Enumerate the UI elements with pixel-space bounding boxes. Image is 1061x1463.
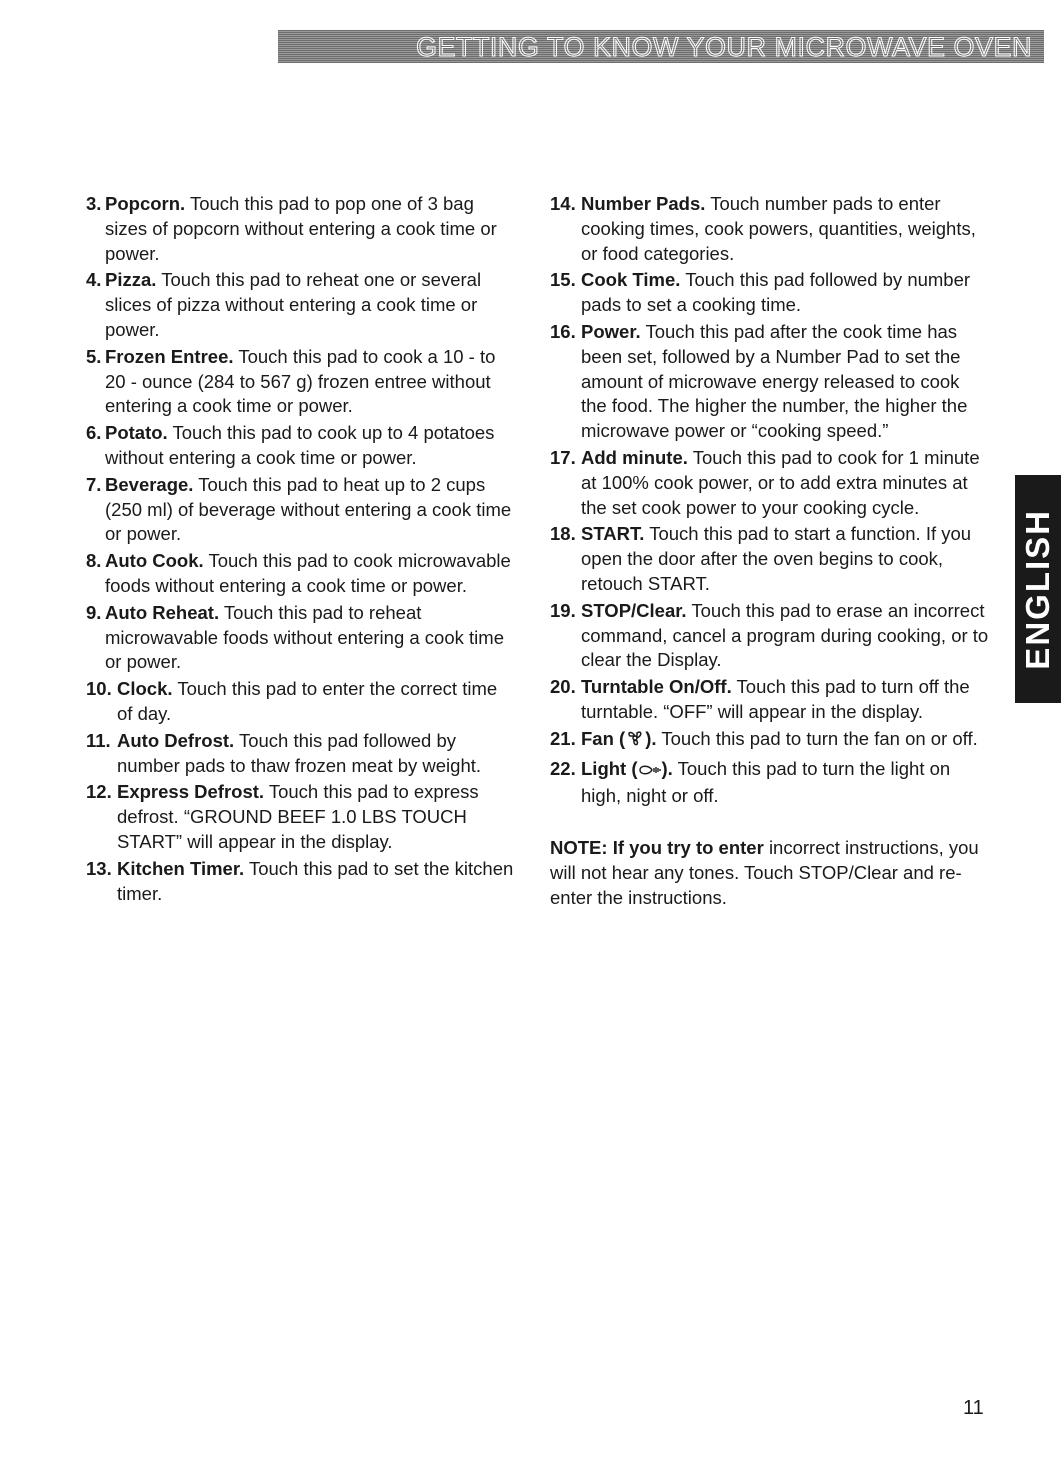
list-item [86, 473, 516, 547]
item-number: 6. [86, 422, 102, 444]
item-text: Touch this pad to turn the fan on or off. [661, 727, 978, 749]
list-item [86, 677, 516, 727]
page-number: 11 [963, 1397, 984, 1419]
item-text: Touch this pad to enter the correct time of day. [117, 678, 498, 724]
note-lead: NOTE: If you try to enter [550, 837, 764, 859]
item-number: 9. [86, 601, 102, 623]
item-text: Touch this pad to express defrost. “GROUND BEEF 1.0 LBS TOUCH START” will appear in the display. [117, 781, 479, 852]
list-item [86, 780, 516, 854]
item-text: Touch this pad followed by number pads to thaw frozen meat by weight. [117, 729, 482, 776]
item-term: Auto Defrost. [117, 729, 235, 751]
item-text: Touch this pad to turn off the turntable. “OFF” will appear in the display. [581, 676, 970, 722]
item-number: 17. [550, 446, 576, 468]
item-number: 20. [550, 676, 576, 698]
item-term: Express Defrost. [117, 781, 265, 803]
list-item [86, 345, 516, 419]
item-text: Touch this pad to start a function. If you open the door after the oven begins to cook, retouch START. [581, 523, 972, 594]
item-number: 10. [86, 678, 112, 700]
item-term: Auto Cook. [105, 550, 204, 572]
section-title: GETTING TO KNOW YOUR MICROWAVE OVEN [415, 32, 1032, 62]
list-item [86, 857, 516, 907]
item-term: Turntable On/Off. [581, 676, 732, 698]
list-item [550, 522, 990, 596]
list-item [550, 446, 990, 520]
item-number: 7. [86, 473, 102, 495]
item-text: Touch this pad to cook up to 4 potatoes without entering a cook time or power. [105, 422, 495, 468]
item-number: 13. [86, 857, 112, 879]
list-item [550, 599, 990, 673]
list-item-light [550, 757, 990, 810]
list-item [550, 268, 990, 318]
item-term-end: ). [661, 757, 673, 779]
item-number: 12. [86, 781, 112, 803]
item-term: Frozen Entree. [105, 345, 234, 367]
item-text: Touch this pad to erase an incorrect command, cancel a program during cooking, or to clear the Display. [581, 599, 989, 671]
item-term: Popcorn. [105, 193, 186, 214]
item-term: STOP/Clear. [581, 599, 687, 621]
item-term [581, 728, 657, 749]
item-number: 8. [86, 550, 102, 572]
item-number: 4. [86, 269, 102, 291]
item-text: Touch this pad to cook microwavable foods without entering a cook time or power. [105, 550, 511, 596]
note-text: incorrect instructions, you will not hear any tones. Touch STOP/Clear and re-enter the instructions. [550, 837, 979, 908]
item-text: Touch this pad to pop one of 3 bag sizes of popcorn without entering a cook time or power. [105, 193, 497, 264]
list-item [550, 192, 990, 266]
list-item [550, 675, 990, 725]
list-item [86, 268, 516, 342]
item-number: 21. [550, 727, 576, 749]
item-text: Touch this pad to reheat one or several slices of pizza without entering a cook time or power. [105, 269, 482, 340]
item-term [581, 758, 673, 779]
list-item-fan [550, 727, 990, 755]
item-number: 15. [550, 269, 576, 291]
light-icon [638, 760, 662, 785]
item-term: Add minute. [581, 446, 688, 468]
item-number: 16. [550, 320, 576, 342]
item-term: Pizza. [105, 269, 157, 291]
item-term: START. [581, 523, 645, 545]
list-item [86, 421, 516, 471]
item-number: 14. [550, 193, 576, 214]
list-item [550, 320, 990, 444]
item-number: 3. [86, 193, 102, 214]
list-item [86, 549, 516, 599]
fan-icon [625, 728, 645, 755]
item-text: Touch this pad to reheat microwavable foods without entering a cook time or power. [105, 601, 504, 673]
item-number: 18. [550, 523, 576, 545]
item-text: Touch this pad to cook for 1 minute at 100% cook power, or to add extra minutes at the set cook power to your cooking cycle. [581, 446, 980, 518]
item-term: Beverage. [105, 473, 194, 495]
item-number: 5. [86, 345, 102, 367]
list-item [86, 601, 516, 675]
item-number: 11. [86, 729, 111, 751]
item-term-start: Fan ( [581, 727, 626, 749]
section-header-band [278, 30, 1044, 63]
item-text: Touch this pad to heat up to 2 cups (250 ml) of beverage without entering a cook time or power. [105, 473, 512, 545]
language-tab [1015, 475, 1061, 703]
item-term: Power. [581, 320, 641, 342]
item-text: Touch number pads to enter cooking times, cook powers, quantities, weights, or food categories. [581, 193, 976, 264]
item-text: Touch this pad to turn the light on high, night or off. [581, 757, 951, 807]
item-text: Touch this pad after the cook time has been set, followed by a Number Pad to set the amount of microwave energy released to cook the food. The higher the number, the higher the microwave power or “cooking speed.” [581, 320, 968, 442]
item-text: Touch this pad followed by number pads to set a cooking time. [581, 269, 971, 316]
item-term: Clock. [117, 678, 173, 700]
item-term: Number Pads. [581, 193, 706, 214]
item-term-end: ). [645, 727, 657, 749]
item-term: Kitchen Timer. [117, 857, 245, 879]
right-column [550, 192, 990, 911]
item-number: 19. [550, 599, 576, 621]
item-term: Auto Reheat. [105, 601, 220, 623]
left-column [86, 192, 516, 908]
item-number: 22. [550, 757, 576, 779]
item-text: Touch this pad to cook a 10 - to 20 - ounce (284 to 567 g) frozen entree without entering a cook time or power. [105, 345, 496, 417]
note-paragraph [550, 836, 990, 910]
item-text: Touch this pad to set the kitchen timer. [117, 857, 514, 904]
list-item [86, 192, 516, 266]
item-term: Cook Time. [581, 269, 681, 291]
item-term-start: Light ( [581, 757, 638, 779]
language-tab-label: ENGLISH [1019, 508, 1056, 670]
item-term: Potato. [105, 422, 168, 444]
list-item [86, 729, 516, 779]
